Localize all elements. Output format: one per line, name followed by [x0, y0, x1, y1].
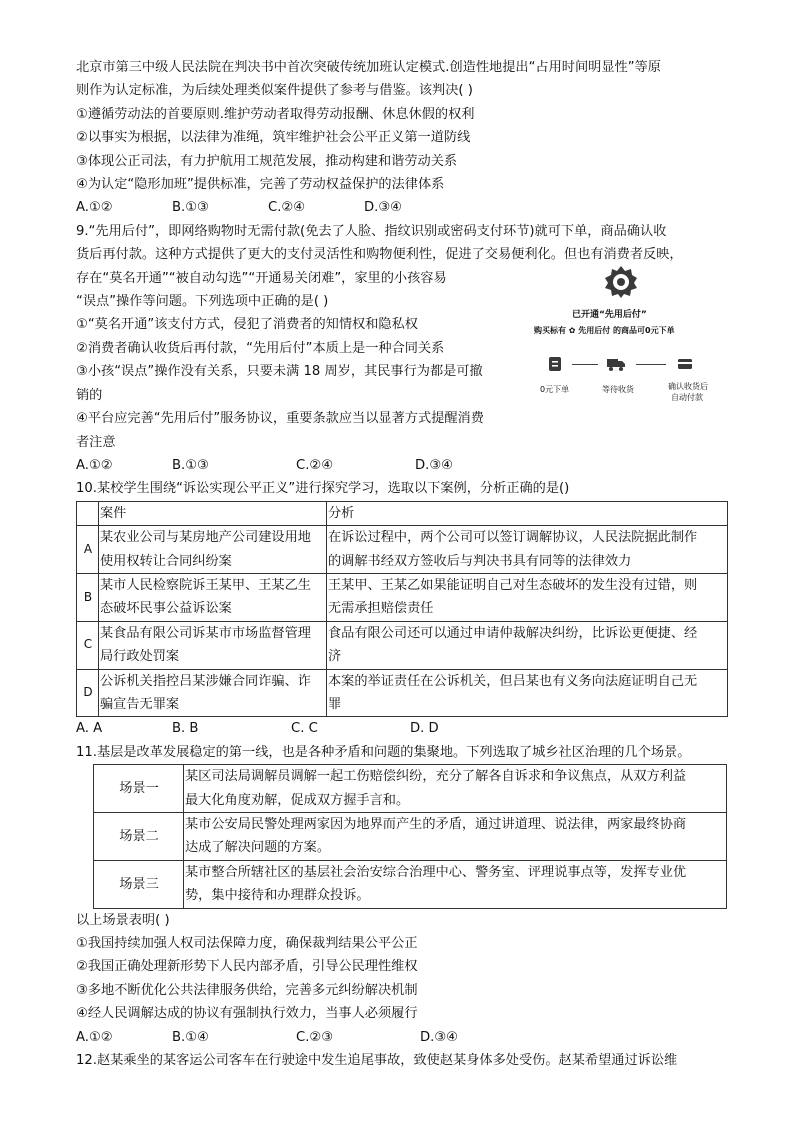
analysis-text: 济 — [328, 649, 342, 665]
analysis-cell — [327, 669, 728, 717]
q10-option-d[interactable]: D. D — [410, 721, 439, 737]
analysis-cell — [327, 621, 728, 669]
scene-description — [184, 765, 727, 813]
case-text: 局行政处罚案 — [100, 649, 180, 665]
analysis-text: 的调解书经双方签收后与判决书具有同等的法律效力 — [328, 553, 632, 569]
case-text: 某农业公司与某房地产公司建设用地 — [100, 530, 311, 546]
q9-stem-line-3: 存在“莫名开通”“被自动勾选”“开通易关闭难”，家里的小孩容易 — [76, 270, 447, 286]
q10-case-table — [76, 501, 728, 718]
order-icon — [546, 355, 564, 373]
q11-option-d[interactable]: D.③④ — [420, 1029, 458, 1045]
q11-option-a[interactable]: A.①② — [76, 1029, 113, 1045]
scene-name: 场景二 — [94, 813, 184, 861]
q11-statement-4: ④经人民调解达成的协议有强制执行效力，当事人必须履行 — [76, 1006, 418, 1022]
q11-statement-3: ③多地不断优化公共法律服务供给，完善多元纠纷解决机制 — [76, 982, 418, 998]
question-11 — [76, 741, 728, 1049]
delivery-truck-icon — [606, 355, 626, 373]
q11-statement-2: ②我国正确处理新形势下人民内部矛盾，引导公民理性维权 — [76, 959, 418, 975]
step-label: 自动付款 — [671, 393, 703, 402]
case-text: 某市人民检察院诉王某甲、王某乙生 — [100, 577, 311, 593]
table-header-case: 案件 — [99, 501, 327, 525]
analysis-text: 本案的举证责任在公诉机关，但吕某也有义务向法庭证明自己无 — [328, 673, 698, 689]
analysis-text: 罪 — [328, 696, 342, 712]
q8-option-b[interactable]: B.①③ — [172, 200, 209, 216]
q10-option-a[interactable]: A. A — [76, 721, 103, 737]
q8-option-a[interactable]: A.①② — [76, 200, 113, 216]
q11-options — [76, 1026, 728, 1049]
case-cell — [99, 526, 327, 574]
step-label: 确认收货后 — [668, 382, 708, 391]
q9-stem-line-2: 货后再付款。这种方式提供了更大的支付灵活性和购物便利性，促进了交易便利化。但也有消费者反映， — [76, 247, 683, 263]
q9-option-b[interactable]: B.①③ — [172, 457, 209, 473]
q12-stem: 12.赵某乘坐的某客运公司客车在行驶途中发生追尾事故，致使赵某身体多处受伤。赵某希望通过诉讼维 — [76, 1053, 678, 1069]
exam-page — [76, 56, 728, 1072]
table-row — [77, 621, 728, 669]
q9-option-a[interactable]: A.①② — [76, 457, 113, 473]
scene-text: 达成了解决问题的方案。 — [185, 840, 331, 856]
table-header-row — [77, 501, 728, 525]
figure-subtitle: 购买标有 ✿ 先用后付 的商品可0元下单 — [534, 326, 675, 335]
table-row — [94, 765, 727, 813]
table-row — [77, 526, 728, 574]
q9-option-c[interactable]: C.②④ — [296, 457, 334, 473]
table-corner-cell — [77, 501, 99, 525]
q8-statement-2: ②以事实为根据，以法律为准绳，筑牢维护社会公平正义第一道防线 — [76, 130, 471, 146]
analysis-text: 食品有限公司还可以通过申请仲裁解决纠纷，比诉讼更便捷、经 — [328, 625, 698, 641]
q8-stem-line-1: 北京市第三中级人民法院在判决书中首次突破传统加班认定模式.创造性地提出“占用时间明显性”等原 — [76, 60, 661, 75]
step-connector — [636, 364, 666, 365]
pay-later-figure — [532, 265, 712, 405]
q9-statement-3a: ③小孩“误点”操作没有关系，只要未满 18 周岁，其民事行为都是可撤 — [76, 364, 483, 380]
analysis-text: 在诉讼过程中，两个公司可以签订调解协议，人民法院据此制作 — [328, 530, 698, 546]
q11-statement-1: ①我国持续加强人权司法保障力度，确保裁判结果公平公正 — [76, 936, 418, 952]
scene-name: 场景三 — [94, 860, 184, 908]
question-8 — [76, 56, 728, 220]
q10-option-c[interactable]: C. C — [291, 721, 318, 737]
q11-stem: 11.基层是改革发展稳定的第一线，也是各种矛盾和问题的集聚地。下列选取了城乡社区治理的几个场景。 — [76, 744, 691, 760]
scene-text: 某市整合所辖社区的基层社会治安综合治理中心、警务室、评理说事点等，发挥专业优 — [185, 864, 687, 880]
scene-text: 最大化角度劝解，促成双方握手言和。 — [185, 792, 410, 808]
q8-statement-1: ①遵循劳动法的首要原则.维护劳动者取得劳动报酬、休息休假的权利 — [76, 106, 475, 122]
q8-statement-4: ④为认定“隐形加班”提供标准，完善了劳动权益保护的法律体系 — [76, 177, 445, 193]
q9-statement-4a: ④平台应完善“先用后付”服务协议，重要条款应当以显著方式提醒消费 — [76, 411, 484, 427]
case-text: 某食品有限公司诉某市市场监督管理 — [100, 625, 311, 641]
analysis-cell — [327, 573, 728, 621]
q9-statement-1: ①“莫名开通”该支付方式，侵犯了消费者的知情权和隐私权 — [76, 317, 418, 333]
q11-option-b[interactable]: B.①④ — [172, 1029, 209, 1045]
table-row — [77, 573, 728, 621]
question-10 — [76, 477, 728, 740]
table-row — [94, 860, 727, 908]
q8-option-d[interactable]: D.③④ — [364, 200, 402, 216]
q8-options — [76, 196, 728, 219]
case-text: 使用权转让合同纠纷案 — [100, 553, 232, 569]
step-label: 0元下单 — [540, 385, 570, 394]
figure-title: 已开通“先用后付” — [572, 310, 647, 320]
payment-icon — [676, 355, 694, 373]
pay-later-badge-icon — [604, 265, 638, 299]
scene-description — [184, 813, 727, 861]
q10-option-b[interactable]: B. B — [172, 721, 199, 737]
row-label: C — [77, 621, 99, 669]
step-connector — [572, 364, 598, 365]
table-header-analysis: 分析 — [327, 501, 728, 525]
q8-option-c[interactable]: C.②④ — [268, 200, 306, 216]
analysis-text: 无需承担赔偿责任 — [328, 601, 434, 617]
q11-scene-table — [93, 764, 727, 908]
q8-statement-3: ③体现公正司法，有力护航用工规范发展，推动构建和谐劳动关系 — [76, 153, 458, 169]
q9-stem-line-1: 9.“先用后付”，即网络购物时无需付款(免去了人脸、指纹识别或密码支付环节)就可下单，商品确认收 — [76, 223, 667, 239]
step-label: 等待收货 — [602, 385, 634, 394]
q9-statement-2: ②消费者确认收货后再付款，“先用后付”本质上是一种合同关系 — [76, 340, 445, 356]
scene-text: 某市公安局民警处理两家因为地界而产生的矛盾，通过讲道理、说法律，两家最终协商 — [185, 817, 687, 832]
case-cell — [99, 573, 327, 621]
analysis-cell — [327, 526, 728, 574]
q10-options — [76, 717, 728, 740]
table-row — [77, 669, 728, 717]
scene-text: 某区司法局调解员调解一起工伤赔偿纠纷，充分了解各自诉求和争议焦点，从双方利益 — [185, 769, 687, 785]
q8-stem-line-2: 则作为认定标准，为后续处理类似案件提供了参考与借鉴。该判决( ) — [76, 83, 473, 99]
q9-stem-line-4: “误点”操作等问题。下列选项中正确的是( ) — [76, 294, 329, 310]
row-label: A — [77, 526, 99, 574]
case-text: 骗宣告无罪案 — [100, 696, 180, 712]
scene-name: 场景一 — [94, 765, 184, 813]
q9-options — [76, 454, 728, 477]
q11-option-c[interactable]: C.②③ — [296, 1029, 334, 1045]
row-label: B — [77, 573, 99, 621]
q10-stem: 10.某校学生围绕“诉讼实现公平正义”进行探究学习，选取以下案例，分析正确的是() — [76, 481, 570, 497]
analysis-text: 王某甲、王某乙如果能证明自己对生态破坏的发生没有过错，则 — [328, 577, 698, 593]
q9-option-d[interactable]: D.③④ — [415, 457, 453, 473]
table-row — [94, 813, 727, 861]
q9-statement-4b: 者注意 — [76, 434, 116, 450]
case-text: 态破坏民事公益诉讼案 — [100, 601, 232, 617]
case-text: 公诉机关指控吕某涉嫌合同诈骗、诈 — [100, 673, 311, 689]
case-cell — [99, 621, 327, 669]
scene-description — [184, 860, 727, 908]
q9-statement-3b: 销的 — [76, 387, 103, 403]
q11-question: 以上场景表明( ) — [76, 912, 170, 928]
scene-text: 势，集中接待和办理群众投诉。 — [185, 888, 370, 904]
row-label: D — [77, 669, 99, 717]
case-cell — [99, 669, 327, 717]
